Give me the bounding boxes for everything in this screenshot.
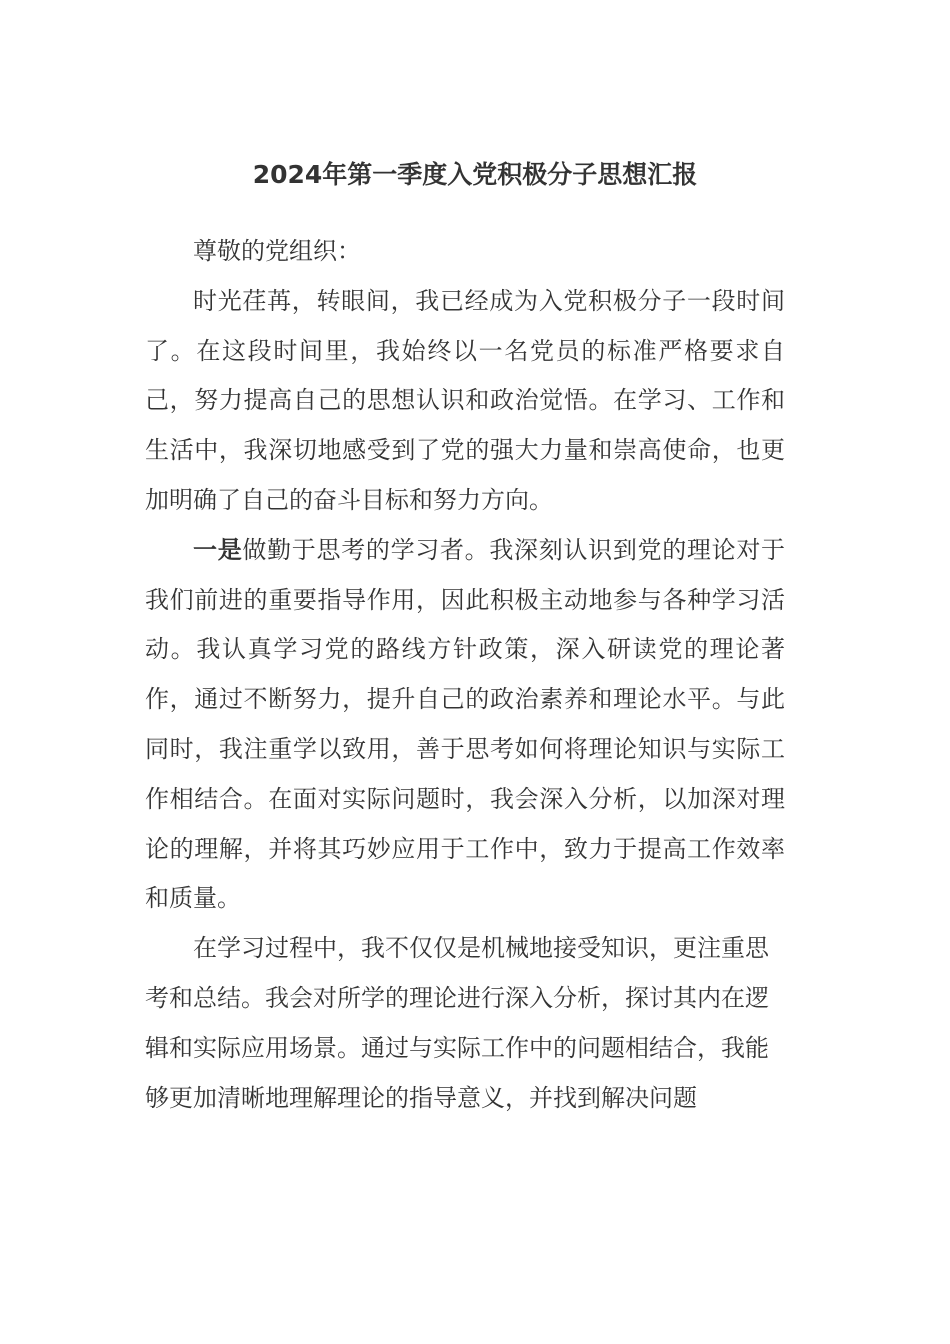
paragraph-intro: [145, 277, 785, 526]
paragraph-point-one: [145, 526, 785, 924]
paragraph-lead-bold: 一是: [193, 535, 243, 564]
document-body: [145, 227, 785, 1123]
paragraph-learning-process: [145, 924, 785, 1123]
paragraph-text: 在学习过程中，我不仅仅是机械地接受知识，更注重思考和总结。我会对所学的理论进行深入分析，探讨其内在逻辑和实际应用场景。通过与实际工作中的问题相结合，我能够更加清晰地理解理论的指导意义，并找到解决问题: [145, 934, 769, 1112]
salutation: 尊敬的党组织：: [193, 237, 361, 265]
paragraph-text: 做勤于思考的学习者。我深刻认识到党的理论对于我们前进的重要指导作用，因此积极主动地参与各种学习活动。我认真学习党的路线方针政策，深入研读党的理论著作，通过不断努力，提升自己的政治素养和理论水平。与此同时，我注重学以致用，善于思考如何将理论知识与实际工作相结合。在面对实际问题时，我会深入分析，以加深对理论的理解，并将其巧妙应用于工作中，致力于提高工作效率和质量。: [145, 535, 786, 913]
document-title: 2024年第一季度入党积极分子思想汇报: [252, 160, 698, 189]
paragraph-text: 时光荏苒，转眼间，我已经成为入党积极分子一段时间了。在这段时间里，我始终以一名党员的标准严格要求自己，努力提高自己的思想认识和政治觉悟。在学习、工作和生活中，我深切地感受到了党的强大力量和崇高使命，也更加明确了自己的奋斗目标和努力方向。: [145, 286, 785, 514]
